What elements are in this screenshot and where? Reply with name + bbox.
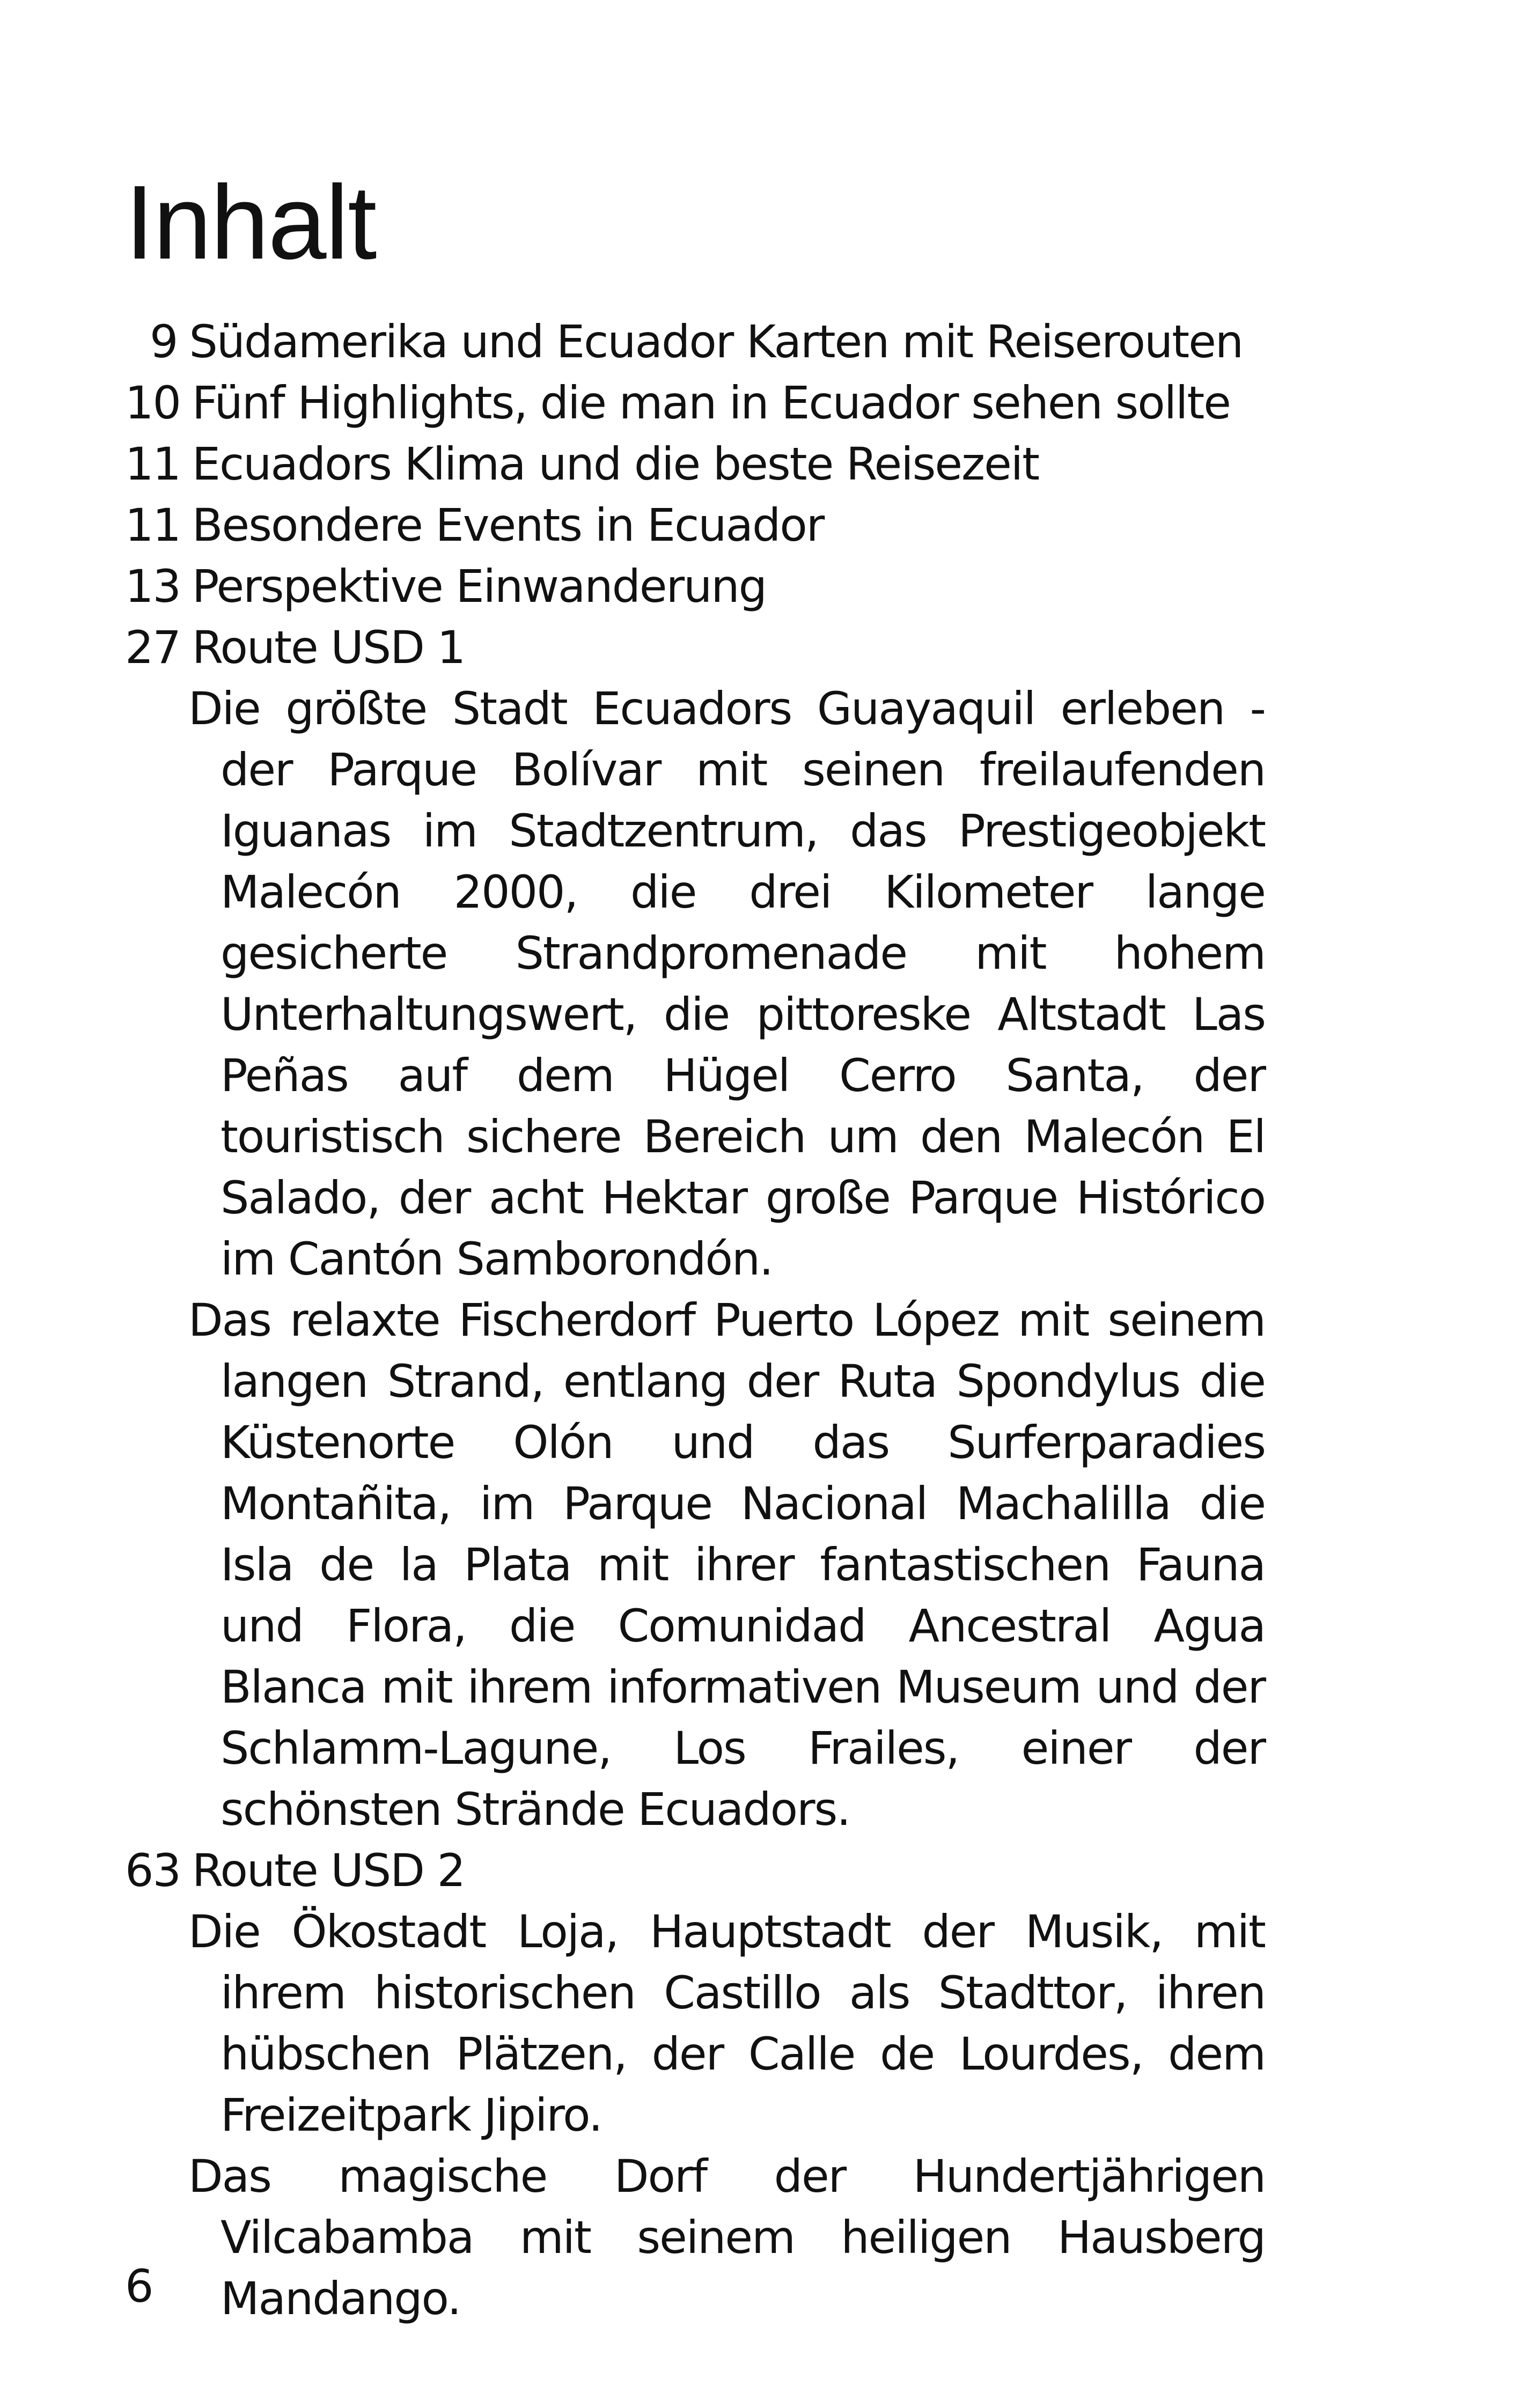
route-2-description-loja: Die Ökostadt Loja, Hauptstadt der Musik, mit ihrem historischen Castillo als Stadttor, ihren hübschen Plätzen, der Calle de Lourdes, dem Freizeitpark Jipiro. — [188, 1905, 1265, 2141]
toc-entry-title: Besondere Events in Ecuador — [192, 499, 824, 551]
page-title: Inhalt — [125, 164, 376, 281]
toc-page-number: 27 — [125, 621, 180, 674]
toc-entry-title: Fünf Highlights, die man in Ecuador sehen sollte — [192, 377, 1230, 429]
toc-entry-title: Route USD 2 — [192, 1844, 465, 1897]
toc-entry — [125, 556, 1265, 617]
toc-page-number: 63 — [125, 1844, 180, 1897]
route-1-description-guayaquil: Die größte Stadt Ecuadors Guayaquil erleben - der Parque Bolívar mit seinen freilaufenden Iguanas im Stadtzentrum, das Prestigeobjekt Malecón 2000, die drei Kilometer lange gesicherte Strandpromenade mit hohem Unterhaltungswert, die pittoreske Altstadt Las Peñas auf dem Hügel Cerro Santa, der touristisch sichere Bereich um den Malecón El Salado, der acht Hektar große Parque Histórico im Cantón Samborondón. — [188, 682, 1265, 1285]
table-of-contents — [125, 311, 1265, 2329]
toc-entry-title: Ecuadors Klima und die beste Reisezeit — [192, 438, 1039, 490]
toc-page-number: 11 — [125, 438, 180, 490]
toc-page-number: 11 — [125, 499, 180, 551]
page-number: 6 — [125, 2260, 154, 2313]
toc-entry — [125, 311, 1265, 372]
toc-entry-title: Südamerika und Ecuador Karten mit Reiserouten — [189, 315, 1243, 368]
toc-entry — [125, 433, 1265, 495]
route-1-description-puerto-lopez: Das relaxte Fischerdorf Puerto López mit seinem langen Strand, entlang der Ruta Spondylus die Küstenorte Olón und das Surferparadies Montañita, im Parque Nacional Machalilla die Isla de la Plata mit ihrer fantastischen Fauna und Flora, die Comunidad Ancestral Agua Blanca mit ihrem informativen Museum und der Schlamm-Lagune, Los Frailes, einer der schönsten Strände Ecuadors. — [188, 1294, 1265, 1836]
route-2-description-vilcabamba: Das magische Dorf der Hundertjährigen Vilcabamba mit seinem heiligen Hausberg Mandango. — [188, 2150, 1265, 2325]
toc-entry-title: Route USD 1 — [192, 621, 465, 674]
toc-entry-route-1 — [125, 617, 1265, 678]
toc-page-number: 10 — [125, 377, 180, 429]
toc-page-number: 9 — [150, 315, 178, 368]
toc-entry-title: Perspektive Einwanderung — [192, 560, 766, 613]
toc-entry-route-2 — [125, 1840, 1265, 1901]
toc-entry — [125, 372, 1265, 433]
toc-page-number: 13 — [125, 560, 180, 613]
toc-entry — [125, 495, 1265, 556]
